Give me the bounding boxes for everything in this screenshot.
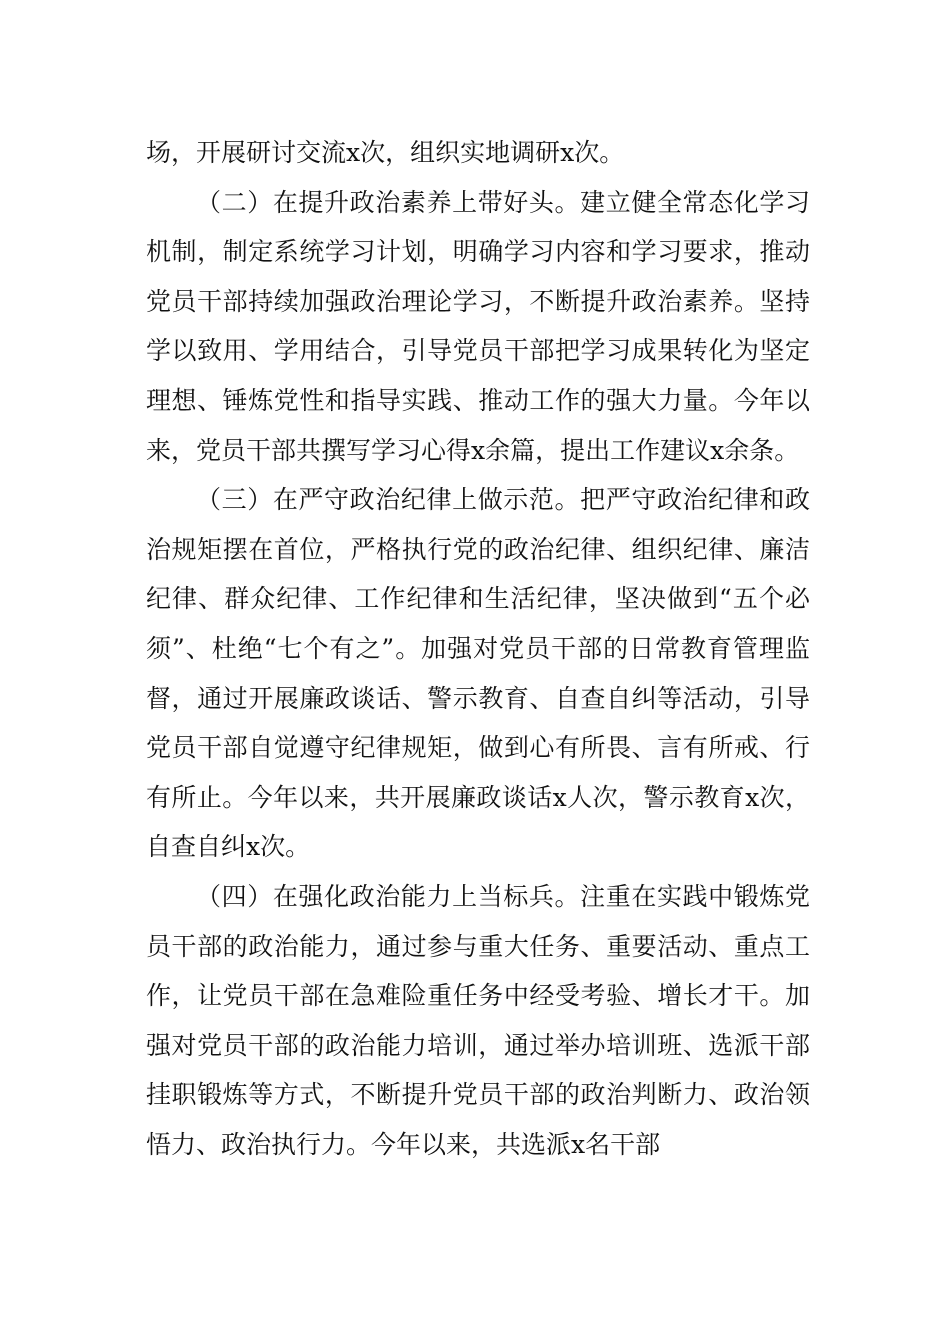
paragraph-political-ability: （四）在强化政治能力上当标兵。注重在实践中锻炼党员干部的政治能力，通过参与重大任务、重要活动、重点工作，让党员干部在急难险重任务中经受考验、增长才干。加强对党员干部的政治能力培训，通过举办培训班、选派干部挂职锻炼等方式，不断提升党员干部的政治判断力、政治领悟力、政治执行力。今年以来，共选派x名干部	[146, 881, 810, 1159]
paragraph-political-literacy: （二）在提升政治素养上带好头。建立健全常态化学习机制，制定系统学习计划，明确学习内容和学习要求，推动党员干部持续加强政治理论学习，不断提升政治素养。坚持学以致用、学用结合，引导党员干部把学习成果转化为坚定理想、锤炼党性和指导实践、推动工作的强大力量。今年以来，党员干部共撰写学习心得x余篇，提出工作建议x余条。	[146, 187, 810, 465]
paragraph-political-discipline: （三）在严守政治纪律上做示范。把严守政治纪律和政治规矩摆在首位，严格执行党的政治纪律、组织纪律、廉洁纪律、群众纪律、工作纪律和生活纪律，坚决做到“五个必须”、杜绝“七个有之”。加强对党员干部的日常教育管理监督，通过开展廉政谈话、警示教育、自查自纠等活动，引导党员干部自觉遵守纪律规矩，做到心有所畏、言有所戒、行有所止。今年以来，共开展廉政谈话x人次，警示教育x次，自查自纠x次。	[146, 485, 810, 862]
paragraph-continuation: 场，开展研讨交流x次，组织实地调研x次。	[146, 138, 625, 167]
document-body	[146, 128, 810, 1169]
